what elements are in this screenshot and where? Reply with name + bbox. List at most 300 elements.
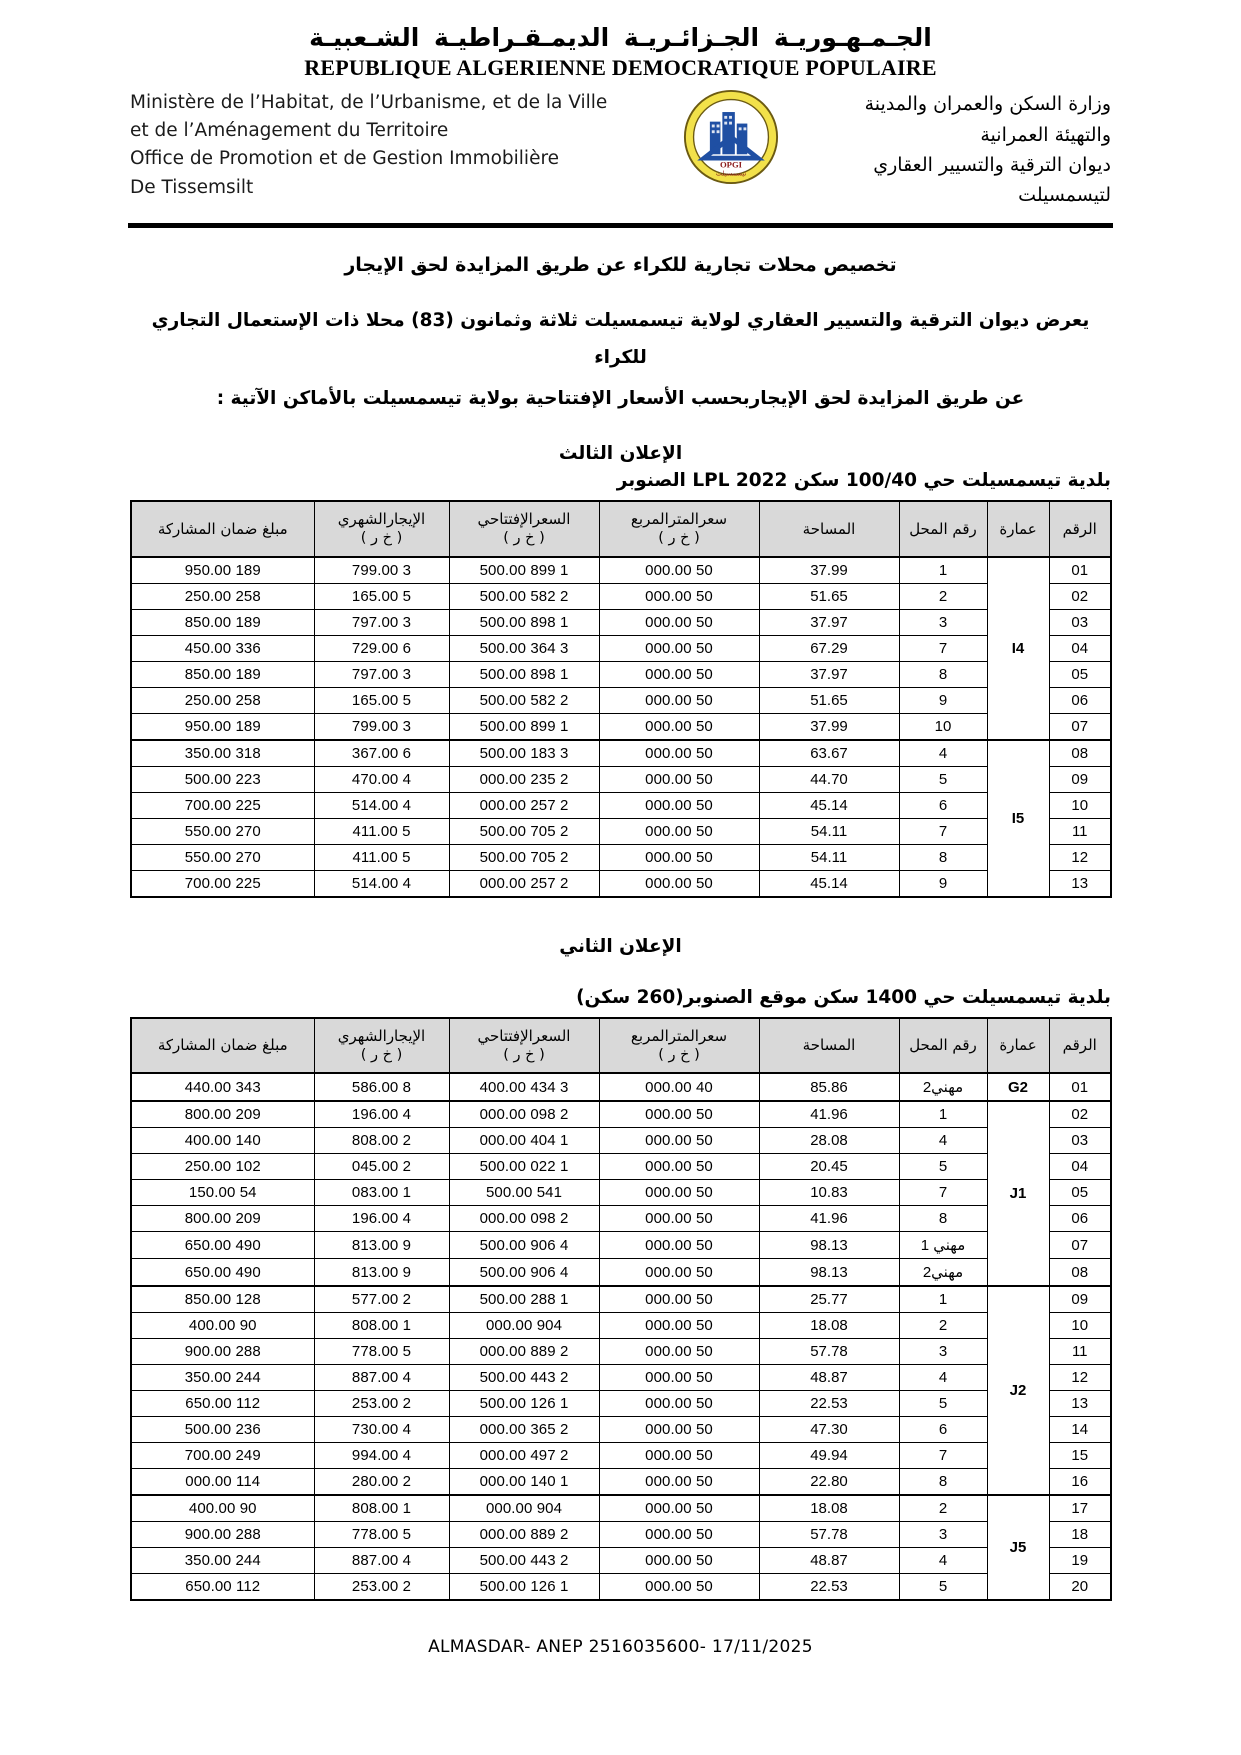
cell-guarantee: 140 400.00 — [131, 1128, 314, 1154]
cell-guarantee: 189 850.00 — [131, 661, 314, 687]
cell-sqm-price: 50 000.00 — [599, 1443, 759, 1469]
cell-guarantee: 54 150.00 — [131, 1180, 314, 1206]
cell-monthly-rent: 5 411.00 — [314, 844, 449, 870]
table-row — [131, 1073, 1111, 1101]
cell-shop-no: 10 — [899, 713, 987, 740]
cell-num: 17 — [1049, 1495, 1111, 1522]
table-row — [131, 1101, 1111, 1128]
cell-shop-no: 6 — [899, 792, 987, 818]
cell-guarantee: 258 250.00 — [131, 583, 314, 609]
cell-monthly-rent: 4 514.00 — [314, 792, 449, 818]
cell-open-price: 3 364 500.00 — [449, 635, 599, 661]
section-table-2 — [0, 898, 1241, 1602]
cell-monthly-rent: 6 367.00 — [314, 740, 449, 767]
cell-open-price: 904 000.00 — [449, 1495, 599, 1522]
cell-shop-no: 8 — [899, 844, 987, 870]
col-header-monthly-rent — [314, 1018, 449, 1074]
table-row — [131, 1574, 1111, 1601]
col-header-shop-no: رقم المحل — [899, 1018, 987, 1074]
logo-acronym-text: OPGI — [719, 159, 742, 170]
cell-area: 37.99 — [759, 557, 899, 584]
cell-area: 45.14 — [759, 870, 899, 897]
col-header-sqm-price — [599, 1018, 759, 1074]
cell-shop-no: 9 — [899, 870, 987, 897]
cell-monthly-rent: 6 729.00 — [314, 635, 449, 661]
cell-area: 44.70 — [759, 766, 899, 792]
cell-open-price: 2 582 500.00 — [449, 687, 599, 713]
cell-sqm-price: 50 000.00 — [599, 557, 759, 584]
table-row — [131, 740, 1111, 767]
table-row — [131, 1548, 1111, 1574]
table-row — [131, 1339, 1111, 1365]
ministry-block-french — [130, 87, 650, 201]
cell-building: I5 — [987, 740, 1049, 897]
ministry-line-fr-4: De Tissemsilt — [130, 176, 254, 198]
cell-sqm-price: 50 000.00 — [599, 1206, 759, 1232]
cell-guarantee: 189 950.00 — [131, 557, 314, 584]
table-1-body — [131, 557, 1111, 897]
table-row — [131, 766, 1111, 792]
cell-sqm-price: 50 000.00 — [599, 740, 759, 767]
ministry-line-fr-1: Ministère de l’Habitat, de l’Urbanisme, et de la Ville — [130, 92, 608, 114]
cell-sqm-price: 50 000.00 — [599, 1574, 759, 1601]
table-row — [131, 1417, 1111, 1443]
cell-shop-no: 7 — [899, 1180, 987, 1206]
cell-area: 98.13 — [759, 1232, 899, 1259]
cell-guarantee: 258 250.00 — [131, 687, 314, 713]
col-header-open-price — [449, 1018, 599, 1074]
ministry-line-ar-3: ديوان الترقية والتسيير العقاري — [873, 154, 1111, 177]
cell-shop-no: 3 — [899, 1522, 987, 1548]
cell-sqm-price: 50 000.00 — [599, 635, 759, 661]
cell-guarantee: 112 650.00 — [131, 1391, 314, 1417]
cell-shop-no: 3 — [899, 609, 987, 635]
cell-num: 10 — [1049, 1313, 1111, 1339]
cell-num: 15 — [1049, 1443, 1111, 1469]
cell-num: 20 — [1049, 1574, 1111, 1601]
cell-sqm-price: 50 000.00 — [599, 1339, 759, 1365]
cell-open-price: 1 288 500.00 — [449, 1286, 599, 1313]
cell-area: 57.78 — [759, 1339, 899, 1365]
cell-area: 54.11 — [759, 844, 899, 870]
ministry-line-fr-3: Office de Promotion et de Gestion Immobilière — [130, 148, 560, 170]
cell-monthly-rent: 4 730.00 — [314, 1417, 449, 1443]
cell-monthly-rent: 4 514.00 — [314, 870, 449, 897]
cell-shop-no: 4 — [899, 1128, 987, 1154]
cell-sqm-price: 50 000.00 — [599, 844, 759, 870]
cell-guarantee: 244 350.00 — [131, 1548, 314, 1574]
cell-open-price: 2 098 000.00 — [449, 1101, 599, 1128]
cell-shop-no: 5 — [899, 1391, 987, 1417]
cell-num: 08 — [1049, 740, 1111, 767]
cell-guarantee: 236 500.00 — [131, 1417, 314, 1443]
col-header-sqm-price-unit: ( خ ر ) — [658, 1046, 700, 1063]
cell-area: 48.87 — [759, 1548, 899, 1574]
cell-open-price: 1 140 000.00 — [449, 1469, 599, 1496]
cell-open-price: 2 257 000.00 — [449, 792, 599, 818]
cell-num: 04 — [1049, 635, 1111, 661]
cell-sqm-price: 50 000.00 — [599, 687, 759, 713]
cell-open-price: 2 705 500.00 — [449, 818, 599, 844]
cell-sqm-price: 50 000.00 — [599, 1313, 759, 1339]
announcement-label-second: الإعلان الثاني — [559, 935, 682, 957]
cell-monthly-rent: 3 797.00 — [314, 609, 449, 635]
cell-num: 02 — [1049, 1101, 1111, 1128]
cell-open-price: 2 098 000.00 — [449, 1206, 599, 1232]
table-row — [131, 557, 1111, 584]
col-header-monthly-rent-text: الإيجارالشهري — [337, 509, 426, 528]
cell-num: 11 — [1049, 818, 1111, 844]
logo-city-text: تيسمسيلت — [715, 169, 746, 178]
cell-area: 41.96 — [759, 1206, 899, 1232]
col-header-guarantee: مبلغ ضمان المشاركة — [131, 501, 314, 557]
cell-num: 08 — [1049, 1259, 1111, 1287]
cell-num: 03 — [1049, 609, 1111, 635]
cell-guarantee: 336 450.00 — [131, 635, 314, 661]
cell-num: 02 — [1049, 583, 1111, 609]
cell-num: 13 — [1049, 870, 1111, 897]
cell-sqm-price: 50 000.00 — [599, 661, 759, 687]
cell-open-price: 2 889 000.00 — [449, 1522, 599, 1548]
cell-area: 25.77 — [759, 1286, 899, 1313]
col-header-sqm-price-unit: ( خ ر ) — [658, 530, 700, 547]
cell-building: J5 — [987, 1495, 1049, 1600]
col-header-building: عمارة — [987, 1018, 1049, 1074]
cell-guarantee: 270 550.00 — [131, 844, 314, 870]
cell-area: 45.14 — [759, 792, 899, 818]
cell-guarantee: 209 800.00 — [131, 1101, 314, 1128]
cell-shop-no: 8 — [899, 661, 987, 687]
cell-monthly-rent: 4 994.00 — [314, 1443, 449, 1469]
cell-area: 63.67 — [759, 740, 899, 767]
ministry-line-ar-1: وزارة السكن والعمران والمدينة — [864, 93, 1111, 116]
table-row — [131, 1154, 1111, 1180]
table-row — [131, 635, 1111, 661]
letterhead — [0, 0, 1241, 215]
cell-monthly-rent: 5 411.00 — [314, 818, 449, 844]
cell-monthly-rent: 9 813.00 — [314, 1259, 449, 1287]
cell-guarantee: 318 350.00 — [131, 740, 314, 767]
col-header-monthly-rent-unit: ( خ ر ) — [360, 530, 403, 547]
ministry-line-fr-2: et de l’Aménagement du Territoire — [130, 120, 449, 142]
cell-area: 22.53 — [759, 1574, 899, 1601]
cell-sqm-price: 50 000.00 — [599, 713, 759, 740]
cell-sqm-price: 50 000.00 — [599, 818, 759, 844]
cell-num: 01 — [1049, 557, 1111, 584]
cell-guarantee: 225 700.00 — [131, 870, 314, 897]
announcement-label-third: الإعلان الثالث — [558, 442, 683, 464]
table-row — [131, 1443, 1111, 1469]
cell-num: 04 — [1049, 1154, 1111, 1180]
cell-open-price: 4 906 500.00 — [449, 1259, 599, 1287]
cell-guarantee: 270 550.00 — [131, 818, 314, 844]
table-2-body — [131, 1073, 1111, 1600]
cell-shop-no: 5 — [899, 1574, 987, 1601]
cell-open-price: 2 443 500.00 — [449, 1365, 599, 1391]
cell-shop-no: 4 — [899, 1548, 987, 1574]
cell-open-price: 1 899 500.00 — [449, 557, 599, 584]
cell-open-price: 2 889 000.00 — [449, 1339, 599, 1365]
cell-building: G2 — [987, 1073, 1049, 1101]
cell-open-price: 2 257 000.00 — [449, 870, 599, 897]
cell-guarantee: 490 650.00 — [131, 1259, 314, 1287]
cell-guarantee: 288 900.00 — [131, 1522, 314, 1548]
cell-open-price: 3 183 500.00 — [449, 740, 599, 767]
cell-open-price: 1 899 500.00 — [449, 713, 599, 740]
cell-num: 19 — [1049, 1548, 1111, 1574]
opgi-logo — [683, 89, 779, 185]
table-1-caption: بلدية تيسمسيلت حي 100/40 سكن LPL 2022 الصنوبر — [616, 469, 1111, 491]
cell-sqm-price: 50 000.00 — [599, 870, 759, 897]
cell-shop-no: 7 — [899, 1443, 987, 1469]
cell-num: 05 — [1049, 661, 1111, 687]
document-title: تخصيص محلات تجارية للكراء عن طريق المزايدة لحق الإيجار — [344, 253, 897, 276]
table-row — [131, 1206, 1111, 1232]
cell-monthly-rent: 2 253.00 — [314, 1391, 449, 1417]
cell-open-price: 4 906 500.00 — [449, 1232, 599, 1259]
cell-sqm-price: 50 000.00 — [599, 766, 759, 792]
cell-guarantee: 90 400.00 — [131, 1313, 314, 1339]
cell-area: 54.11 — [759, 818, 899, 844]
cell-open-price: 1 404 000.00 — [449, 1128, 599, 1154]
cell-sqm-price: 50 000.00 — [599, 1154, 759, 1180]
table-row — [131, 1259, 1111, 1287]
cell-sqm-price: 50 000.00 — [599, 1101, 759, 1128]
table-row — [131, 1232, 1111, 1259]
cell-sqm-price: 50 000.00 — [599, 1259, 759, 1287]
cell-num: 03 — [1049, 1128, 1111, 1154]
cell-shop-no: 5 — [899, 1154, 987, 1180]
col-header-sqm-price-text: سعرالمترالمربع — [630, 1026, 728, 1045]
cell-guarantee: 209 800.00 — [131, 1206, 314, 1232]
cell-guarantee: 249 700.00 — [131, 1443, 314, 1469]
cell-monthly-rent: 1 808.00 — [314, 1495, 449, 1522]
table-2-header-row — [131, 1018, 1111, 1074]
cell-shop-no: 2 — [899, 583, 987, 609]
table-row — [131, 661, 1111, 687]
table-1-header-row — [131, 501, 1111, 557]
col-header-open-price-text: السعرالإفتتاحي — [477, 509, 571, 528]
cell-area: 20.45 — [759, 1154, 899, 1180]
cell-area: 18.08 — [759, 1313, 899, 1339]
cell-sqm-price: 50 000.00 — [599, 1522, 759, 1548]
cell-sqm-price: 50 000.00 — [599, 1232, 759, 1259]
cell-monthly-rent: 4 887.00 — [314, 1548, 449, 1574]
cell-area: 22.80 — [759, 1469, 899, 1496]
table-row — [131, 1180, 1111, 1206]
cell-num: 12 — [1049, 1365, 1111, 1391]
section-table-1 — [0, 470, 1241, 898]
cell-open-price: 1 898 500.00 — [449, 609, 599, 635]
cell-shop-no: 7 — [899, 818, 987, 844]
cell-sqm-price: 50 000.00 — [599, 1180, 759, 1206]
cell-area: 22.53 — [759, 1391, 899, 1417]
cell-guarantee: 343 440.00 — [131, 1073, 314, 1101]
cell-sqm-price: 50 000.00 — [599, 1469, 759, 1496]
cell-open-price: 904 000.00 — [449, 1313, 599, 1339]
cell-shop-no: مهني2 — [899, 1073, 987, 1101]
cell-monthly-rent: 3 797.00 — [314, 661, 449, 687]
cell-num: 01 — [1049, 1073, 1111, 1101]
col-header-open-price-unit: ( خ ر ) — [503, 530, 545, 547]
cell-sqm-price: 50 000.00 — [599, 609, 759, 635]
cell-guarantee: 90 400.00 — [131, 1495, 314, 1522]
table-2 — [130, 1017, 1112, 1602]
cell-monthly-rent: 2 280.00 — [314, 1469, 449, 1496]
ministry-line-ar-2: والتهيئة العمرانية — [980, 123, 1111, 146]
cell-num: 09 — [1049, 1286, 1111, 1313]
table-row — [131, 792, 1111, 818]
cell-shop-no: 2 — [899, 1495, 987, 1522]
cell-monthly-rent: 5 778.00 — [314, 1522, 449, 1548]
intro-paragraph-line-2: عن طريق المزايدة لحق الإيجاربحسب الأسعار الإفتتاحية بولاية تيسمسيلت بالأماكن الآتية : — [216, 387, 1025, 409]
col-header-num: الرقم — [1049, 1018, 1111, 1074]
cell-monthly-rent: 4 196.00 — [314, 1206, 449, 1232]
republic-title-arabic: الجـمـهـوريـة الجـزائـريـة الديمـقـراطيـة الشـعبيـة — [309, 23, 932, 52]
cell-area: 51.65 — [759, 687, 899, 713]
cell-sqm-price: 40 000.00 — [599, 1073, 759, 1101]
table-row — [131, 1286, 1111, 1313]
cell-guarantee: 189 850.00 — [131, 609, 314, 635]
col-header-sqm-price — [599, 501, 759, 557]
cell-area: 37.97 — [759, 609, 899, 635]
cell-num: 13 — [1049, 1391, 1111, 1417]
cell-guarantee: 128 850.00 — [131, 1286, 314, 1313]
col-header-area: المساحة — [759, 501, 899, 557]
cell-num: 12 — [1049, 844, 1111, 870]
cell-monthly-rent: 2 808.00 — [314, 1128, 449, 1154]
col-header-guarantee: مبلغ ضمان المشاركة — [131, 1018, 314, 1074]
cell-monthly-rent: 1 808.00 — [314, 1313, 449, 1339]
cell-num: 09 — [1049, 766, 1111, 792]
cell-monthly-rent: 4 470.00 — [314, 766, 449, 792]
cell-open-price: 2 443 500.00 — [449, 1548, 599, 1574]
cell-num: 16 — [1049, 1469, 1111, 1496]
col-header-area: المساحة — [759, 1018, 899, 1074]
table-row — [131, 1495, 1111, 1522]
cell-area: 57.78 — [759, 1522, 899, 1548]
cell-open-price: 1 022 500.00 — [449, 1154, 599, 1180]
cell-monthly-rent: 3 799.00 — [314, 557, 449, 584]
letterhead-body — [130, 87, 1111, 211]
cell-monthly-rent: 9 813.00 — [314, 1232, 449, 1259]
cell-num: 07 — [1049, 713, 1111, 740]
cell-num: 18 — [1049, 1522, 1111, 1548]
cell-monthly-rent: 2 577.00 — [314, 1286, 449, 1313]
table-row — [131, 844, 1111, 870]
ministry-line-ar-4: لتيسمسيلت — [1018, 184, 1111, 207]
cell-open-price: 2 497 000.00 — [449, 1443, 599, 1469]
cell-monthly-rent: 4 887.00 — [314, 1365, 449, 1391]
cell-sqm-price: 50 000.00 — [599, 792, 759, 818]
col-header-building: عمارة — [987, 501, 1049, 557]
cell-area: 10.83 — [759, 1180, 899, 1206]
table-row — [131, 1313, 1111, 1339]
cell-guarantee: 288 900.00 — [131, 1339, 314, 1365]
cell-guarantee: 189 950.00 — [131, 713, 314, 740]
cell-shop-no: 8 — [899, 1206, 987, 1232]
cell-open-price: 2 365 000.00 — [449, 1417, 599, 1443]
cell-building: I4 — [987, 557, 1049, 740]
cell-open-price: 541 500.00 — [449, 1180, 599, 1206]
col-header-sqm-price-text: سعرالمترالمربع — [630, 509, 728, 528]
cell-open-price: 2 582 500.00 — [449, 583, 599, 609]
cell-guarantee: 225 700.00 — [131, 792, 314, 818]
cell-guarantee: 114 000.00 — [131, 1469, 314, 1496]
cell-guarantee: 102 250.00 — [131, 1154, 314, 1180]
cell-monthly-rent: 1 083.00 — [314, 1180, 449, 1206]
cell-monthly-rent: 2 045.00 — [314, 1154, 449, 1180]
cell-building: J1 — [987, 1101, 1049, 1286]
cell-area: 47.30 — [759, 1417, 899, 1443]
cell-num: 07 — [1049, 1232, 1111, 1259]
cell-sqm-price: 50 000.00 — [599, 1495, 759, 1522]
table-1 — [130, 500, 1112, 898]
cell-shop-no: 8 — [899, 1469, 987, 1496]
cell-open-price: 1 898 500.00 — [449, 661, 599, 687]
cell-shop-no: مهني2 — [899, 1259, 987, 1287]
cell-num: 10 — [1049, 792, 1111, 818]
cell-area: 37.99 — [759, 713, 899, 740]
cell-open-price: 2 235 000.00 — [449, 766, 599, 792]
cell-area: 18.08 — [759, 1495, 899, 1522]
table-row — [131, 818, 1111, 844]
ministry-block-arabic — [811, 87, 1111, 211]
cell-open-price: 1 126 500.00 — [449, 1391, 599, 1417]
cell-guarantee: 112 650.00 — [131, 1574, 314, 1601]
republic-title-french: REPUBLIQUE ALGERIENNE DEMOCRATIQUE POPULAIRE — [304, 55, 937, 81]
col-header-monthly-rent-text: الإيجارالشهري — [337, 1026, 426, 1045]
intro-block — [0, 228, 1241, 464]
table-row — [131, 609, 1111, 635]
cell-guarantee: 490 650.00 — [131, 1232, 314, 1259]
cell-sqm-price: 50 000.00 — [599, 1417, 759, 1443]
cell-guarantee: 244 350.00 — [131, 1365, 314, 1391]
cell-shop-no: 6 — [899, 1417, 987, 1443]
cell-area: 41.96 — [759, 1101, 899, 1128]
cell-sqm-price: 50 000.00 — [599, 1365, 759, 1391]
cell-monthly-rent: 5 165.00 — [314, 583, 449, 609]
document-footer: ALMASDAR- ANEP 2516035600- 17/11/2025 — [428, 1637, 813, 1658]
cell-sqm-price: 50 000.00 — [599, 1128, 759, 1154]
cell-monthly-rent: 2 253.00 — [314, 1574, 449, 1601]
table-2-caption: بلدية تيسمسيلت حي 1400 سكن موقع الصنوبر(260 سكن) — [576, 986, 1111, 1008]
cell-monthly-rent: 4 196.00 — [314, 1101, 449, 1128]
cell-monthly-rent: 5 165.00 — [314, 687, 449, 713]
cell-sqm-price: 50 000.00 — [599, 1548, 759, 1574]
col-header-open-price — [449, 501, 599, 557]
cell-sqm-price: 50 000.00 — [599, 1391, 759, 1417]
cell-sqm-price: 50 000.00 — [599, 583, 759, 609]
cell-building: J2 — [987, 1286, 1049, 1495]
cell-num: 06 — [1049, 1206, 1111, 1232]
table-row — [131, 1522, 1111, 1548]
cell-shop-no: 3 — [899, 1339, 987, 1365]
table-row — [131, 1469, 1111, 1496]
cell-num: 11 — [1049, 1339, 1111, 1365]
table-row — [131, 713, 1111, 740]
cell-area: 48.87 — [759, 1365, 899, 1391]
cell-shop-no: 1 — [899, 1286, 987, 1313]
cell-area: 49.94 — [759, 1443, 899, 1469]
cell-shop-no: 7 — [899, 635, 987, 661]
cell-shop-no: 4 — [899, 740, 987, 767]
cell-area: 85.86 — [759, 1073, 899, 1101]
cell-shop-no: 1 — [899, 1101, 987, 1128]
cell-monthly-rent: 5 778.00 — [314, 1339, 449, 1365]
cell-num: 14 — [1049, 1417, 1111, 1443]
cell-monthly-rent: 8 586.00 — [314, 1073, 449, 1101]
